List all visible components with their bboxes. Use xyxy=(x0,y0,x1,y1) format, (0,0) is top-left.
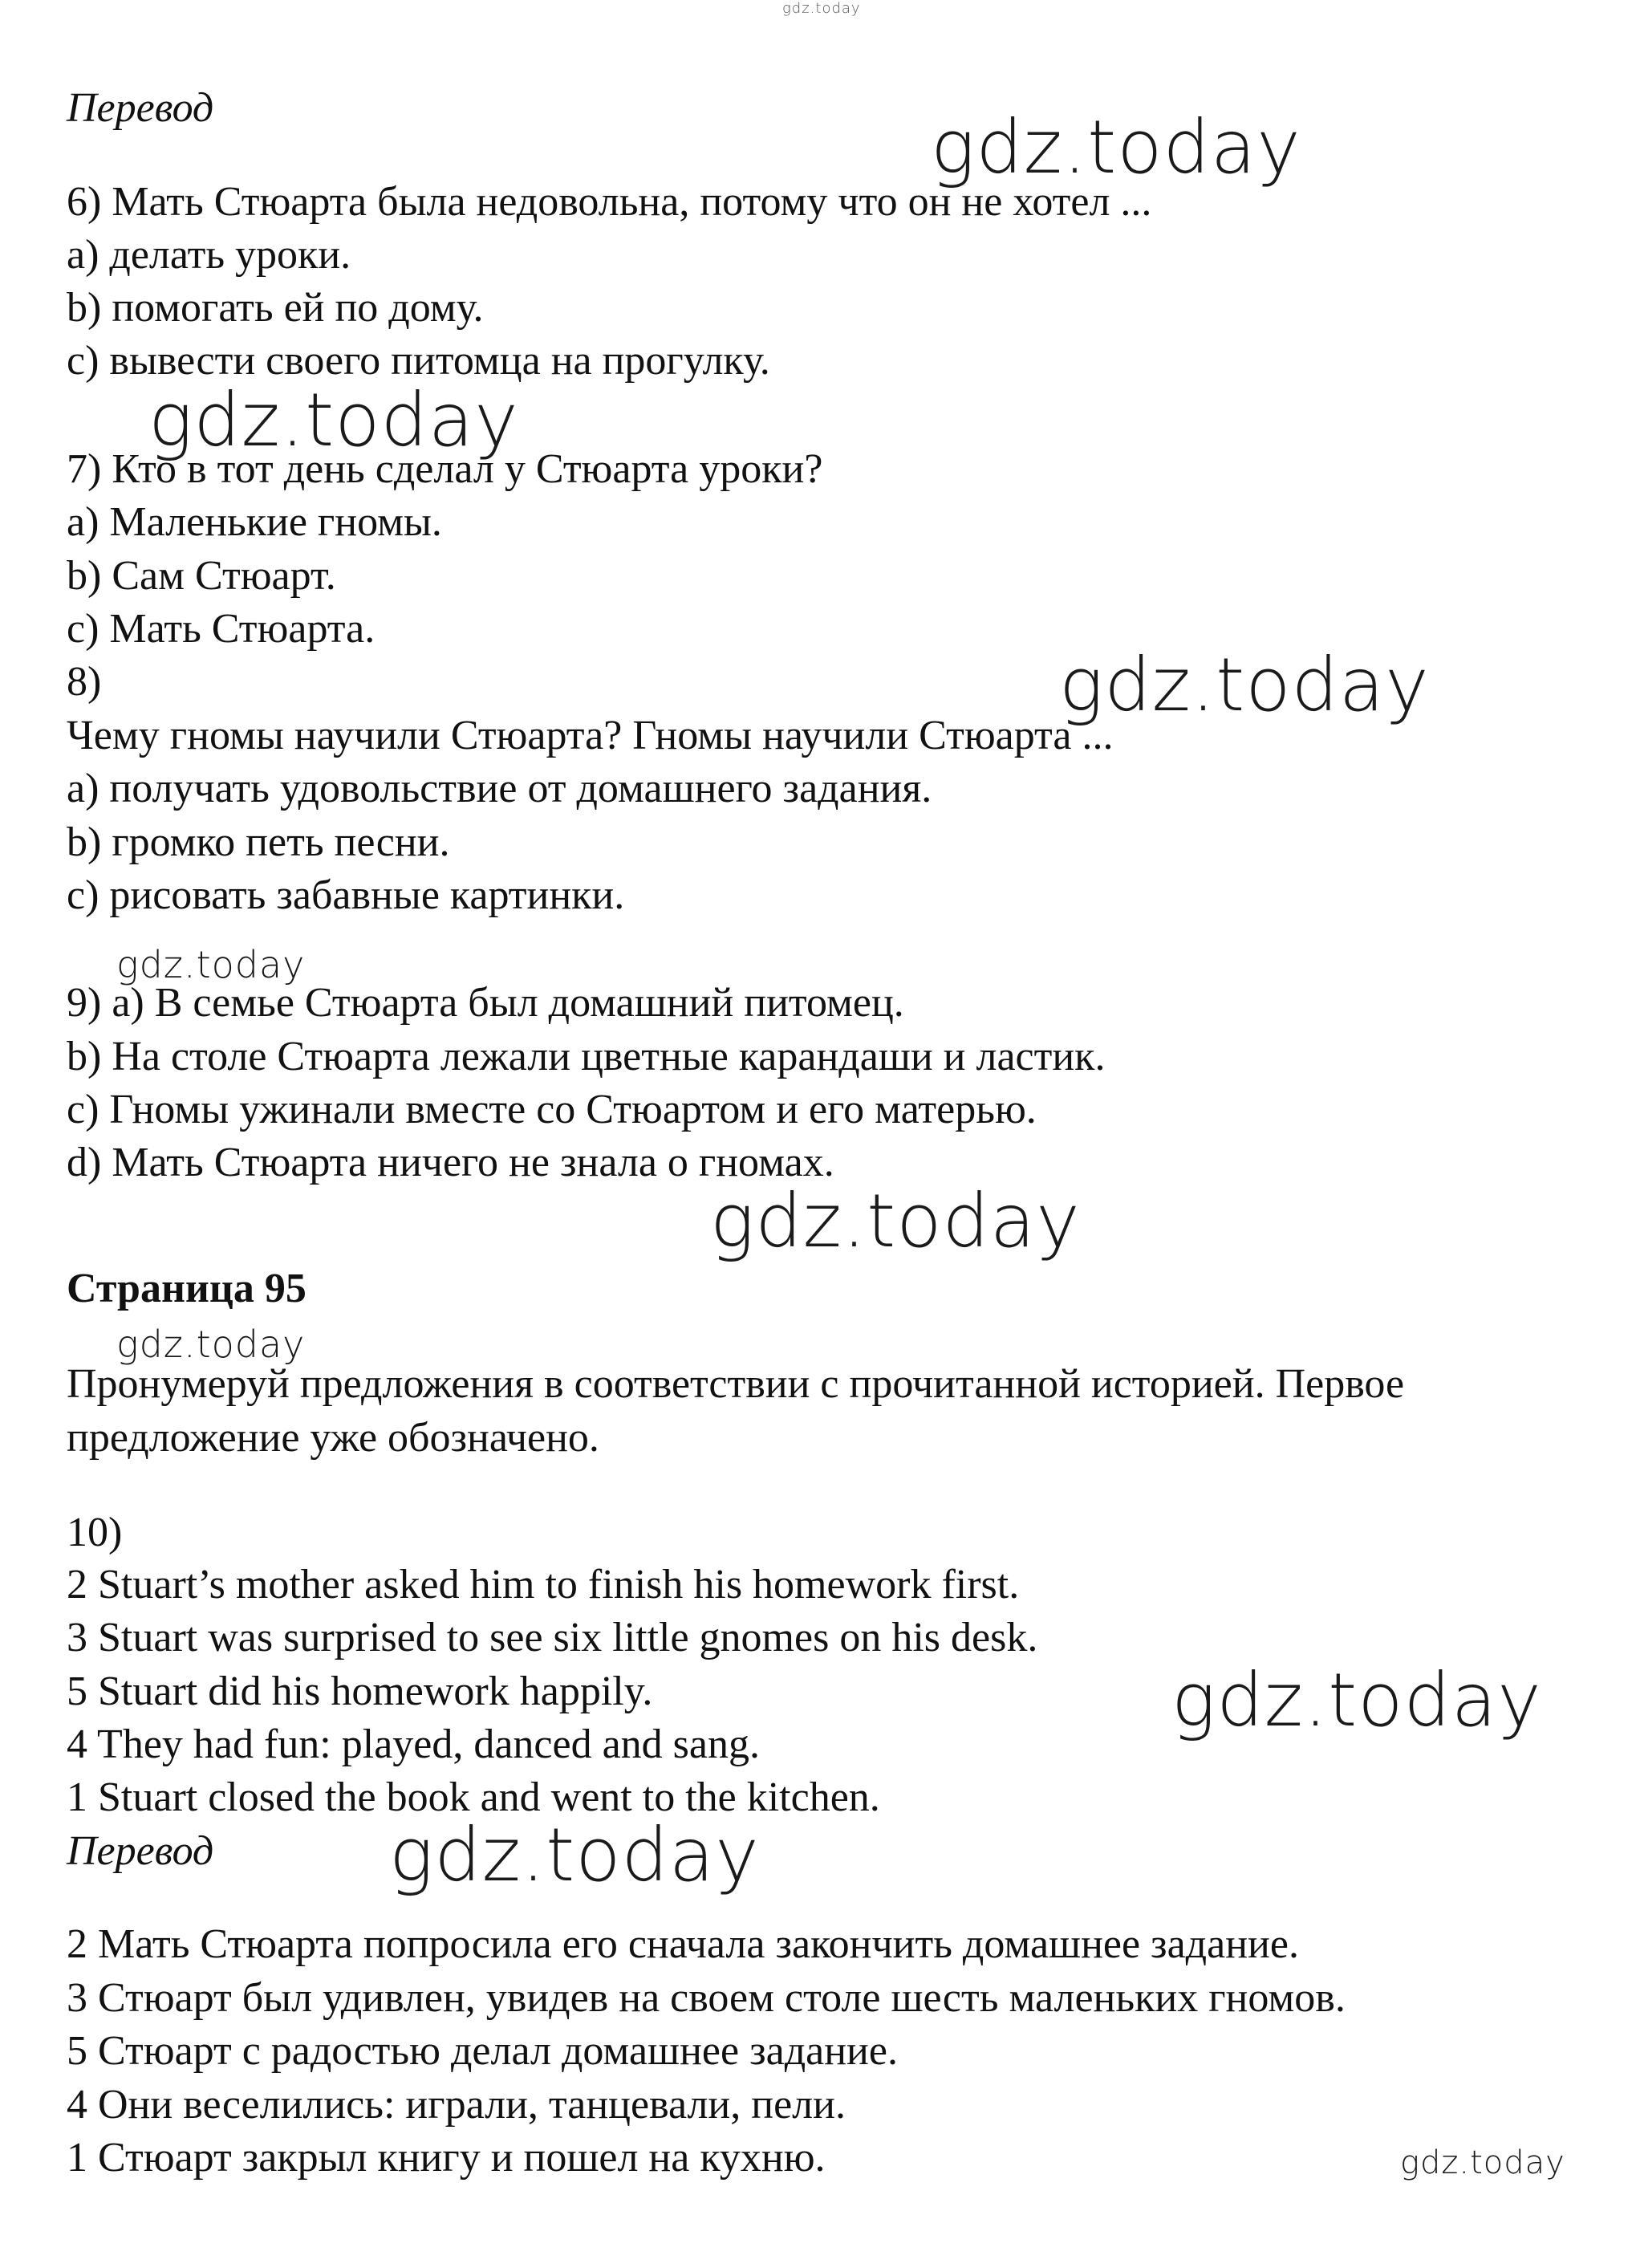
russian-sentence: 2 Мать Стюарта попросила его сначала закончить домашнее задание. xyxy=(67,1921,1299,1967)
q8-option-b: b) громко петь песни. xyxy=(67,819,450,865)
english-sentence: 5 Stuart did his homework happily. xyxy=(67,1668,653,1714)
watermark-logo: gdz.today xyxy=(1400,2144,1565,2181)
watermark-logo: gdz.today xyxy=(1171,1657,1542,1743)
russian-sentence: 5 Стюарт с радостью делал домашнее задание. xyxy=(67,2028,898,2074)
russian-sentence: 3 Стюарт был удивлен, увидев на своем столе шесть маленьких гномов. xyxy=(67,1975,1346,2021)
watermark-logo: gdz.today xyxy=(1059,642,1430,728)
question-6: 6) Мать Стюарта была недовольна, потому что он не хотел ... xyxy=(67,179,1152,225)
watermark-logo: gdz.today xyxy=(116,1323,306,1366)
question-10-number: 10) xyxy=(67,1510,123,1555)
english-sentence: 3 Stuart was surprised to see six little gnomes on his desk. xyxy=(67,1615,1038,1660)
page-title: Страница 95 xyxy=(67,1266,306,1311)
q9-option-c: c) Гномы ужинали вместе со Стюартом и его матерью. xyxy=(67,1087,1037,1132)
translation-heading-1: Перевод xyxy=(67,85,214,131)
q9-option-d: d) Мать Стюарта ничего не знала о гномах. xyxy=(67,1140,834,1185)
q6-option-c: c) вывести своего питомца на прогулку. xyxy=(67,338,770,384)
q7-option-b: b) Сам Стюарт. xyxy=(67,553,336,599)
watermark-logo: gdz.today xyxy=(148,377,519,463)
q6-option-b: b) помогать ей по дому. xyxy=(67,285,484,331)
q8-option-a: a) получать удовольствие от домашнего задания. xyxy=(67,766,932,811)
watermark-logo: gdz.today xyxy=(389,1812,760,1898)
question-8: Чему гномы научили Стюарта? Гномы научили Стюарта ... xyxy=(67,713,1114,758)
english-sentence: 1 Stuart closed the book and went to the kitchen. xyxy=(67,1774,880,1820)
q7-option-a: a) Маленькие гномы. xyxy=(67,499,442,545)
question-7: 7) Кто в тот день сделал у Стюарта уроки? xyxy=(67,446,823,492)
russian-sentence: 4 Они веселились: играли, танцевали, пели. xyxy=(67,2082,846,2128)
english-sentence: 2 Stuart’s mother asked him to finish his homework first. xyxy=(67,1562,1020,1608)
q9-option-a: 9) a) В семье Стюарта был домашний питомец. xyxy=(67,980,904,1026)
watermark-logo: gdz.today xyxy=(931,104,1301,190)
watermark-logo: gdz.today xyxy=(116,943,306,986)
instruction-line-1: Пронумеруй предложения в соответствии с прочитанной историей. Первое xyxy=(67,1361,1405,1407)
q8-option-c: c) рисовать забавные картинки. xyxy=(67,872,625,918)
english-sentence: 4 They had fun: played, danced and sang. xyxy=(67,1721,760,1767)
question-8-number: 8) xyxy=(67,659,102,705)
q7-option-c: c) Мать Стюарта. xyxy=(67,606,376,652)
instruction-line-2: предложение уже обозначено. xyxy=(67,1415,599,1461)
watermark-top: gdz.today xyxy=(782,0,861,17)
watermark-logo: gdz.today xyxy=(710,1178,1081,1264)
q6-option-a: a) делать уроки. xyxy=(67,232,351,278)
russian-sentence: 1 Стюарт закрыл книгу и пошел на кухню. xyxy=(67,2135,826,2181)
q9-option-b: b) На столе Стюарта лежали цветные карандаши и ластик. xyxy=(67,1034,1106,1079)
translation-heading-2: Перевод xyxy=(67,1828,214,1874)
